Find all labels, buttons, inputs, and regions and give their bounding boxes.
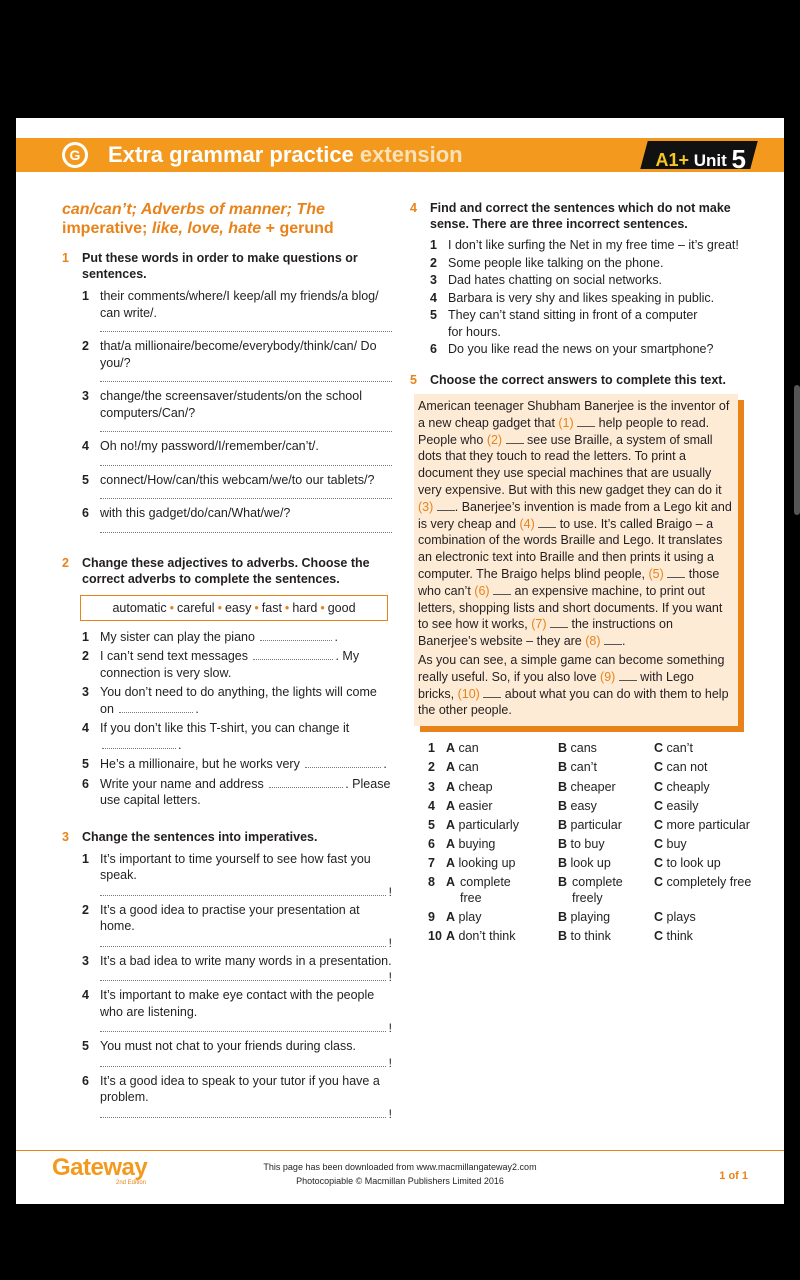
item-text: Oh no!/my password/I/remember/can’t/.: [100, 439, 319, 453]
option-a[interactable]: [446, 874, 526, 906]
word-option: good: [327, 600, 356, 615]
option-letter: B: [558, 799, 568, 813]
option-letter: A: [446, 929, 456, 943]
option-text: complete free: [460, 875, 511, 905]
option-c[interactable]: [654, 928, 693, 944]
item-text-end: . My connection is very slow.: [100, 649, 360, 680]
exercise-4-list: [410, 237, 750, 358]
list-item: [62, 629, 392, 646]
list-item: [410, 341, 750, 358]
answer-number: 1: [428, 741, 435, 755]
option-letter: B: [558, 780, 568, 794]
answer-number: 4: [428, 799, 435, 813]
option-a[interactable]: [446, 798, 493, 814]
item-text: Do you like read the news on your smartphone?: [448, 342, 714, 356]
option-text: cheaply: [666, 780, 710, 794]
item-text-end: .: [178, 737, 182, 752]
option-text: easy: [570, 799, 597, 813]
item-number: 3: [82, 953, 89, 968]
option-text: to think: [570, 929, 611, 943]
option-letter: B: [558, 818, 568, 832]
reading-paragraph-1: American teenager Shubham Banerjee is the inventor of a new cheap gadget that (1) help people to read. People who (2) see use Braille, a system of small dots that they touch to read the letters. To print a document they use special machines that are usually very expensive. But with this new gadget they can do it (3) . Banerjee’s invention is made from a Lego kit and is very cheap and (4) to use. It’s called Braigo – a combination of the words Braille and Lego. It translates an electronic text into Braille and then prints it using a computer. The Braigo helps blind people, (5) those who can’t (6) an expensive machine, to print out letters, shopping lists and short documents. If you want to see how it works, (7) the instructions on Banerjee’s website – they are (8) .: [418, 399, 732, 649]
item-number: 1: [430, 238, 437, 252]
item-text-end: .: [195, 701, 199, 716]
section-title: can/can’t; Adverbs of manner; The imperative; like, love, hate + gerund: [62, 201, 334, 237]
item-text: They can’t stand sitting in front of a computer for hours.: [448, 308, 698, 339]
option-b[interactable]: [558, 928, 611, 944]
item-text: Some people like talking on the phone.: [448, 255, 664, 270]
item-text: Dad hates chatting on social networks.: [448, 273, 663, 287]
item-text-end: .: [383, 757, 387, 771]
item-number: 6: [82, 1073, 89, 1088]
reading-paragraph-2: As you can see, a simple game can become something really useful. So, if you also love (9) with Lego bricks, (10) about what you can do with them to help the other people.: [418, 652, 729, 718]
answer-line[interactable]: [100, 1106, 386, 1118]
option-text: can: [458, 741, 479, 755]
option-b[interactable]: [558, 874, 638, 906]
option-text: plays: [666, 910, 696, 924]
exercise-3-heading: 3 Change the sentences into imperatives.: [62, 829, 318, 844]
option-text: particularly: [458, 818, 519, 832]
item-text: You don’t need to do anything, the lights will come on: [100, 685, 377, 716]
list-item: [62, 505, 392, 522]
option-text: cans: [570, 741, 597, 755]
option-text: look up: [570, 856, 611, 870]
item-number: 4: [82, 721, 89, 735]
scrollbar[interactable]: [794, 385, 800, 515]
exercise-3-list: [62, 851, 392, 1118]
answer-line[interactable]: [100, 455, 392, 466]
item-number: 2: [82, 339, 89, 353]
option-b[interactable]: [558, 740, 597, 756]
answer-line[interactable]: [100, 321, 392, 332]
gateway-brand: Gateway: [52, 1154, 148, 1181]
option-b[interactable]: [558, 836, 605, 852]
list-item: [62, 438, 392, 455]
item-number: 6: [82, 506, 89, 520]
exercise-1-list: [62, 288, 392, 533]
list-item: [62, 288, 392, 321]
item-text: change/the screensaver/students/on the school computers/Can/?: [100, 389, 362, 420]
word-box: [80, 595, 388, 621]
gateway-logo-icon: G: [62, 142, 88, 168]
item-number: 6: [82, 776, 89, 791]
option-letter: C: [654, 856, 664, 870]
option-text: cheaper: [570, 780, 616, 794]
option-text: easier: [458, 799, 493, 813]
option-c[interactable]: [654, 798, 698, 814]
list-item: [62, 851, 392, 884]
option-text: to buy: [570, 837, 605, 851]
option-text: think: [666, 929, 693, 943]
option-letter: A: [446, 856, 456, 870]
option-a[interactable]: [446, 779, 493, 795]
option-letter: A: [446, 818, 456, 832]
answer-number: 8: [428, 875, 435, 889]
answer-blank[interactable]: [269, 777, 343, 788]
level-badge: A1+ Unit 5: [655, 144, 746, 174]
option-letter: B: [558, 929, 568, 943]
item-text: It’s a bad idea to write many words in a presentation.: [100, 953, 392, 968]
answer-line[interactable]: [100, 421, 392, 432]
option-letter: C: [654, 837, 664, 851]
item-text: I don’t like surfing the Net in my free time – it’s great!: [448, 238, 739, 252]
item-text: You must not chat to your friends during class.: [100, 1039, 356, 1053]
option-c[interactable]: [654, 740, 693, 756]
item-text-end: .: [334, 629, 338, 644]
answer-line[interactable]: [100, 935, 386, 947]
exercise-1-heading: 1 Put these words in order to make questions or sentences.: [62, 251, 358, 281]
option-text: more particular: [666, 818, 750, 832]
answer-number: 5: [428, 818, 435, 832]
answer-blank[interactable]: [305, 757, 381, 768]
list-item: [62, 902, 392, 935]
item-number: 2: [82, 649, 89, 663]
separator-dot: •: [217, 600, 222, 615]
option-c[interactable]: [654, 855, 721, 871]
option-text: to look up: [666, 856, 721, 870]
option-letter: A: [446, 910, 456, 924]
exercise-4-heading: 4 Find and correct the sentences which do not make sense. There are three incorrect sentences.: [410, 201, 731, 231]
option-a[interactable]: [446, 836, 495, 852]
option-a[interactable]: [446, 928, 516, 944]
option-letter: B: [558, 837, 568, 851]
option-c[interactable]: [654, 909, 696, 925]
answer-line[interactable]: [100, 488, 392, 499]
reading-text-box: [414, 394, 738, 726]
list-item: [62, 987, 392, 1020]
option-text: can’t: [666, 741, 693, 755]
option-letter: A: [446, 780, 456, 794]
option-a[interactable]: [446, 817, 519, 833]
answer-blank[interactable]: [119, 702, 193, 713]
answer-blank[interactable]: [102, 738, 176, 749]
option-letter: B: [558, 741, 568, 755]
list-item: [62, 338, 392, 371]
item-number: 5: [430, 308, 437, 322]
answer-number: 3: [428, 780, 435, 794]
word-option: hard: [292, 600, 318, 615]
option-text: completely free: [666, 875, 752, 889]
answer-line[interactable]: [100, 969, 386, 981]
footer-text: This page has been downloaded from www.macmillangateway2.com Photocopiable © Macmillan Publishers Limited 2016: [263, 1162, 537, 1186]
list-item: [62, 776, 392, 809]
answer-line[interactable]: [100, 1020, 386, 1032]
answer-number: 10: [428, 929, 442, 943]
list-item: [410, 290, 750, 307]
option-letter: C: [654, 875, 664, 889]
option-text: complete freely: [572, 875, 623, 905]
option-c[interactable]: [654, 836, 687, 852]
option-letter: A: [446, 837, 456, 851]
item-text: It’s a good idea to practise your presentation at home.: [100, 902, 360, 933]
word-option: fast: [261, 600, 282, 615]
item-number: 5: [82, 472, 89, 487]
item-number: 4: [82, 988, 89, 1002]
exercise-2-list: [62, 629, 392, 809]
item-text: My sister can play the piano: [100, 629, 255, 644]
item-text: He’s a millionaire, but he works very: [100, 757, 300, 771]
item-text: that/a millionaire/become/everybody/think/can/ Do you/?: [100, 339, 377, 370]
option-letter: A: [446, 741, 456, 755]
page-title: Extra grammar practice extension: [108, 142, 463, 167]
left-column: [62, 200, 392, 1118]
option-letter: A: [446, 799, 456, 813]
answer-number: 2: [428, 760, 435, 774]
answer-blank[interactable]: [260, 630, 332, 641]
option-letter: C: [654, 929, 664, 943]
word-option: automatic: [112, 600, 167, 615]
list-item: [62, 720, 392, 753]
item-number: 1: [82, 629, 89, 644]
answer-number: 7: [428, 856, 435, 870]
option-text: buy: [666, 837, 687, 851]
option-a[interactable]: [446, 909, 481, 925]
item-number: 3: [82, 685, 89, 699]
list-item: [62, 472, 392, 489]
item-number: 3: [430, 273, 437, 287]
option-b[interactable]: [558, 759, 597, 775]
answer-blank[interactable]: [253, 649, 333, 660]
list-item: [410, 237, 750, 254]
option-a[interactable]: [446, 740, 479, 756]
item-text: their comments/where/I keep/all my friends/a blog/ can write/.: [100, 289, 379, 320]
answer-number: 6: [428, 837, 435, 851]
item-text: with this gadget/do/can/What/we/?: [100, 506, 291, 520]
page-number: 1 of 1: [719, 1170, 748, 1182]
option-letter: B: [558, 910, 568, 924]
answer-line[interactable]: [100, 522, 392, 533]
option-letter: C: [654, 760, 664, 774]
option-b[interactable]: [558, 798, 597, 814]
option-letter: B: [558, 760, 568, 774]
option-text: playing: [570, 910, 611, 924]
option-letter: C: [654, 799, 664, 813]
option-b[interactable]: [558, 909, 610, 925]
list-item: [62, 648, 392, 681]
list-item: [410, 255, 750, 272]
option-c[interactable]: [654, 817, 750, 833]
item-text: connect/How/can/this webcam/we/to our tablets/?: [100, 472, 375, 487]
option-c[interactable]: [654, 779, 710, 795]
option-letter: B: [558, 875, 568, 889]
header-band: [16, 138, 784, 172]
option-letter: C: [654, 910, 664, 924]
option-b[interactable]: [558, 779, 616, 795]
edition-label: 2nd Edition: [116, 1180, 147, 1186]
item-number: 2: [82, 902, 89, 917]
exercise-5-heading: 5 Choose the correct answers to complete this text.: [410, 372, 726, 387]
option-c[interactable]: [654, 759, 708, 775]
answer-line[interactable]: [100, 371, 392, 382]
separator-dot: •: [284, 600, 290, 615]
option-b[interactable]: [558, 855, 611, 871]
item-number: 3: [82, 389, 89, 403]
option-letter: C: [654, 818, 664, 832]
item-text-end: . Please use capital letters.: [100, 776, 391, 807]
answer-line[interactable]: [100, 1055, 386, 1067]
option-text: don’t think: [458, 929, 516, 943]
option-text: play: [458, 910, 482, 924]
option-letter: C: [654, 780, 664, 794]
footer-divider: [16, 1150, 784, 1151]
word-option: easy: [224, 600, 252, 615]
item-text: If you don’t like this T-shirt, you can change it: [100, 721, 350, 735]
option-text: particular: [570, 818, 622, 832]
option-text: can not: [666, 760, 708, 774]
option-letter: A: [446, 760, 456, 774]
option-b[interactable]: [558, 817, 622, 833]
list-item: [62, 684, 392, 717]
list-item: [62, 756, 392, 773]
option-letter: B: [558, 856, 568, 870]
separator-dot: •: [320, 600, 325, 615]
word-option: careful: [177, 600, 215, 615]
item-text: Barbara is very shy and likes speaking in public.: [448, 290, 715, 305]
option-text: easily: [666, 799, 699, 813]
item-number: 5: [82, 757, 89, 771]
list-item: [410, 307, 750, 340]
list-item: [62, 1038, 392, 1055]
item-number: 5: [82, 1039, 89, 1053]
option-text: buying: [458, 837, 496, 851]
answer-line[interactable]: [100, 884, 386, 896]
option-text: cheap: [458, 780, 493, 794]
right-column: [410, 200, 750, 388]
answer-options: [428, 740, 758, 943]
list-item: [62, 388, 392, 421]
option-letter: C: [654, 741, 664, 755]
item-number: 6: [430, 342, 437, 356]
option-a[interactable]: [446, 855, 516, 871]
item-text: Write your name and address: [100, 776, 264, 791]
item-number: 4: [82, 439, 89, 453]
option-text: looking up: [458, 856, 516, 870]
item-text: It’s important to time yourself to see how fast you speak.: [100, 851, 371, 882]
item-number: 2: [430, 255, 437, 270]
option-a[interactable]: [446, 759, 479, 775]
option-text: can: [458, 760, 479, 774]
exercise-2-heading: 2 Change these adjectives to adverbs. Choose the correct adverbs to complete the sentences.: [62, 555, 370, 586]
list-item: [410, 272, 750, 289]
item-text: It’s important to make eye contact with the people who are listening.: [100, 988, 375, 1019]
item-number: 1: [82, 289, 89, 303]
item-text: I can’t send text messages: [100, 649, 248, 663]
item-text: It’s a good idea to speak to your tutor if you have a problem.: [100, 1073, 380, 1104]
option-c[interactable]: [654, 874, 751, 890]
option-letter: A: [446, 875, 456, 889]
list-item: [62, 953, 392, 970]
item-number: 4: [430, 290, 437, 305]
option-text: can’t: [570, 760, 597, 774]
item-number: 1: [82, 851, 89, 866]
list-item: [62, 1073, 392, 1106]
answer-number: 9: [428, 910, 435, 924]
separator-dot: •: [169, 600, 175, 615]
separator-dot: •: [254, 600, 259, 615]
worksheet-page: [16, 118, 784, 1204]
